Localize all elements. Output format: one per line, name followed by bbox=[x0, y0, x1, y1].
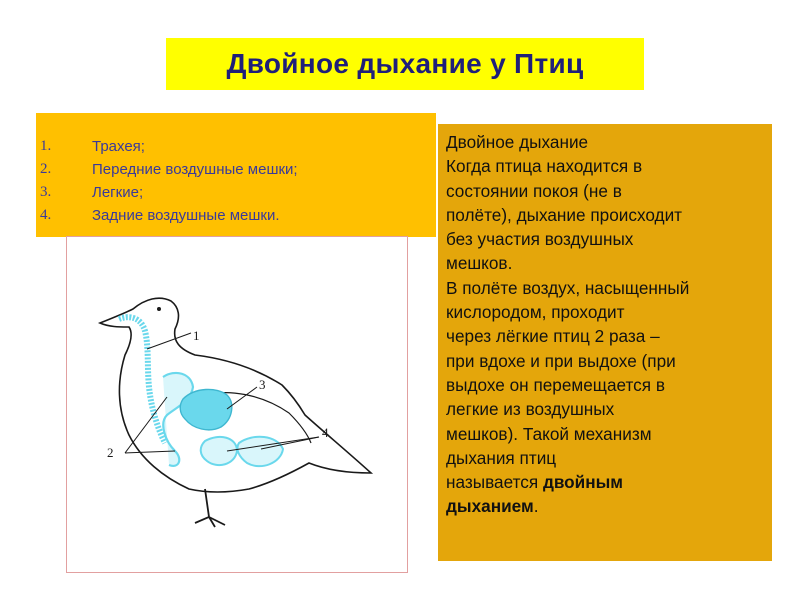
legend-list bbox=[36, 135, 436, 227]
description-line-final bbox=[446, 470, 764, 494]
description-line: кислородом, проходит bbox=[446, 302, 625, 323]
description-heading: Двойное дыхание bbox=[446, 132, 589, 152]
description-line: легкие из воздушных bbox=[446, 399, 615, 420]
description-line: мешков. bbox=[446, 253, 513, 274]
legend-item-front-air-sacs bbox=[36, 158, 436, 181]
description-line: полёте), дыхание происходит bbox=[446, 204, 683, 225]
description-line: мешков). Такой механизм bbox=[446, 423, 652, 444]
legend-number: 4. bbox=[40, 207, 52, 223]
callout-trachea: 1 bbox=[193, 328, 200, 343]
bold-term-breathing: дыханием bbox=[446, 496, 534, 517]
legend-label: Трахея; bbox=[92, 138, 145, 155]
legend-label: Легкие; bbox=[92, 184, 144, 201]
callout-front-air-sacs: 2 bbox=[107, 445, 114, 460]
legend-box bbox=[36, 113, 436, 237]
eye-icon bbox=[157, 307, 161, 311]
description-line: состоянии покоя (не в bbox=[446, 180, 622, 201]
description-prefix: называется bbox=[446, 472, 543, 493]
description-suffix: . bbox=[533, 496, 539, 517]
title-banner bbox=[166, 38, 644, 90]
bold-term-double: двойным bbox=[542, 472, 624, 493]
lungs bbox=[180, 389, 232, 429]
legend-item-lungs bbox=[36, 181, 436, 204]
description-line: без участия воздушных bbox=[446, 229, 634, 250]
callout-rear-air-sacs: 4 bbox=[322, 425, 329, 440]
legend-item-rear-air-sacs bbox=[36, 204, 436, 227]
rear-air-sacs bbox=[201, 437, 283, 466]
legend-item-trachea bbox=[36, 135, 436, 158]
description-line: В полёте воздух, насыщенный bbox=[446, 277, 690, 298]
description-line: при вдохе и при выдохе (при bbox=[446, 350, 676, 371]
bird-outline bbox=[100, 298, 371, 492]
legend-number: 3. bbox=[40, 184, 52, 200]
description-line: через лёгкие птиц 2 раза – bbox=[446, 326, 660, 347]
legend-label: Задние воздушные мешки. bbox=[92, 207, 280, 224]
legend-number: 1. bbox=[40, 138, 52, 154]
legend-label: Передние воздушные мешки; bbox=[92, 161, 298, 178]
description-line: дыхания птиц bbox=[446, 447, 557, 468]
trachea bbox=[119, 317, 165, 443]
bird-diagram-frame bbox=[66, 236, 408, 573]
callout-lungs: 3 bbox=[259, 377, 266, 392]
description-line: Когда птица находится в bbox=[446, 156, 643, 177]
description-line: выдохе он перемещается в bbox=[446, 374, 665, 395]
legend-number: 2. bbox=[40, 161, 52, 177]
description-box bbox=[438, 124, 772, 561]
page-title: Двойное дыхание у Птиц bbox=[226, 48, 584, 79]
description-line-final-2 bbox=[446, 494, 764, 518]
bird-respiratory-diagram bbox=[67, 237, 407, 572]
bird-legs bbox=[195, 489, 225, 527]
